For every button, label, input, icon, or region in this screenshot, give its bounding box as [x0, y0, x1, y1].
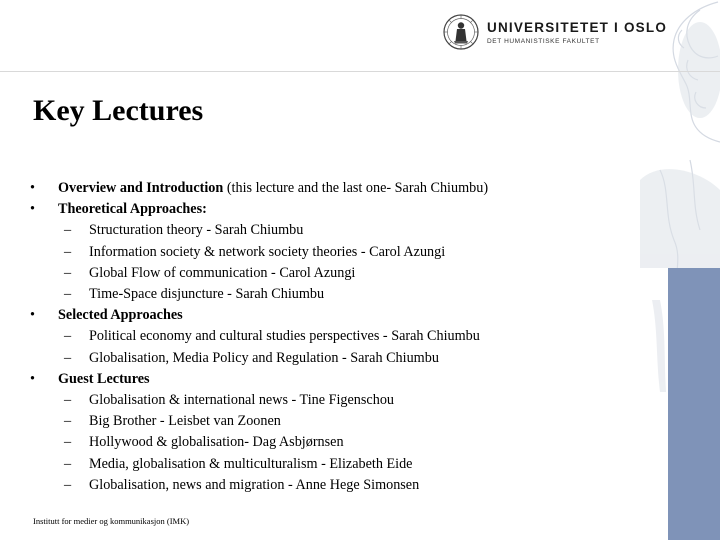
bullet-item	[30, 305, 650, 326]
bullet-text: Structuration theory - Sarah Chiumbu	[89, 222, 304, 239]
bullet-text: Time-Space disjuncture - Sarah Chiumbu	[89, 286, 325, 303]
bullet-text: Big Brother - Leisbet van Zoonen	[89, 413, 281, 430]
university-seal-icon	[443, 14, 479, 50]
university-name: UNIVERSITETET I OSLO	[487, 19, 668, 35]
sub-bullet-item	[30, 326, 650, 347]
sub-bullet-item	[30, 263, 650, 284]
sub-bullet-item	[30, 454, 650, 475]
slide-title: Key Lectures	[33, 94, 204, 127]
sub-bullet-item	[30, 475, 650, 496]
bullet-text: Information society & network society theories - Carol Azungi	[89, 243, 446, 260]
blue-side-panel	[668, 268, 720, 540]
bullet-text: (this lecture and the last one- Sarah Chiumbu)	[223, 180, 489, 196]
header-divider	[0, 71, 720, 72]
bullet-text: Globalisation & international news - Tine Figenschou	[89, 392, 395, 409]
sub-bullet-item	[30, 432, 650, 453]
sub-bullet-item	[30, 390, 650, 411]
bullet-text: Political economy and cultural studies perspectives - Sarah Chiumbu	[89, 328, 480, 345]
bullet-text: Globalisation, news and migration - Anne Hege Simonsen	[89, 476, 420, 493]
bullet-heading: Overview and Introduction	[58, 180, 224, 196]
bullet-heading: Selected Approaches	[58, 307, 183, 324]
bullet-text: Globalisation, Media Policy and Regulation - Sarah Chiumbu	[89, 349, 439, 366]
sub-bullet-item	[30, 348, 650, 369]
university-logo	[443, 14, 667, 50]
bullet-item	[30, 369, 650, 390]
bullet-heading: Guest Lectures	[58, 370, 150, 387]
sub-bullet-item	[30, 284, 650, 305]
lecture-list	[30, 178, 650, 496]
bullet-text: Hollywood & globalisation- Dag Asbjørnsen	[89, 434, 344, 451]
bullet-item	[30, 199, 650, 220]
sub-bullet-item	[30, 411, 650, 432]
sub-bullet-item	[30, 220, 650, 241]
sub-bullet-item	[30, 242, 650, 263]
bullet-text: Media, globalisation & multiculturalism - Elizabeth Eide	[89, 455, 413, 472]
bullet-heading: Theoretical Approaches:	[58, 201, 207, 218]
bullet-item	[30, 178, 650, 199]
bullet-text: Global Flow of communication - Carol Azungi	[89, 264, 356, 281]
faculty-name: DET HUMANISTISKE FAKULTET	[487, 37, 600, 45]
footer-text: Institutt for medier og kommunikasjon (IMK)	[33, 516, 190, 526]
